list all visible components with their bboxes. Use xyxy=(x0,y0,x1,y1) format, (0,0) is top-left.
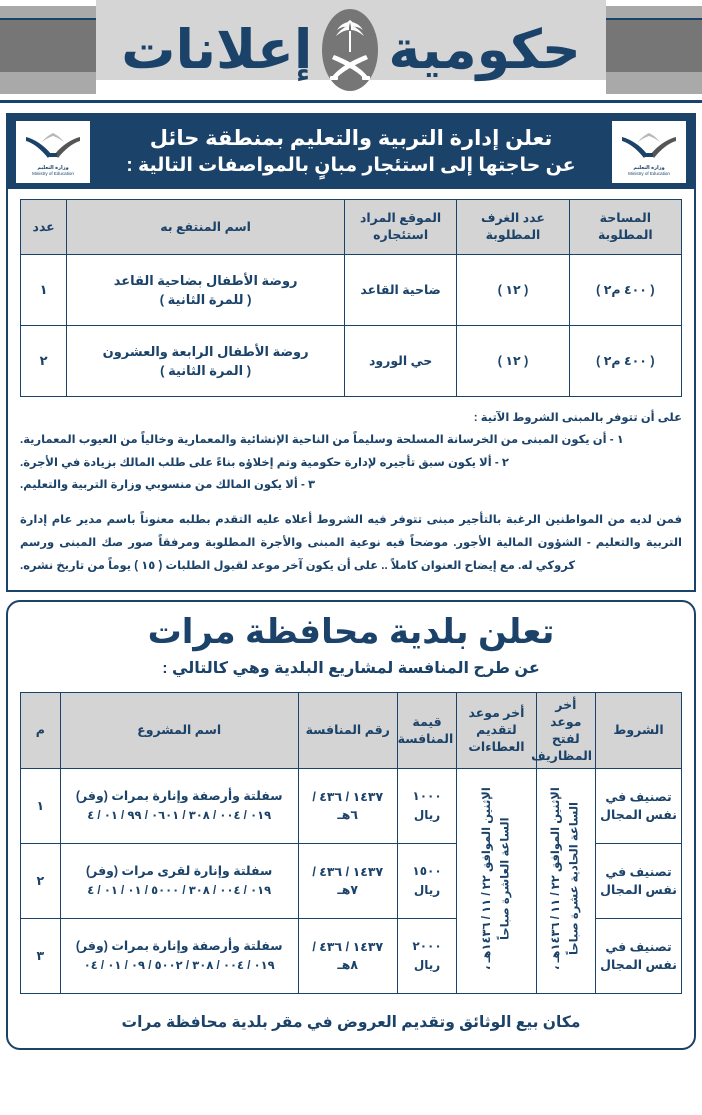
cell-beneficiary xyxy=(67,326,345,397)
cell-rooms: ( ١٢ ) xyxy=(457,255,569,326)
moe-caption-english: Ministry of Education xyxy=(628,170,670,176)
cell-competition-number: ١٤٣٧ / ٤٣٦ / ٨هـ xyxy=(298,919,397,994)
col-project-name: اسم المشروع xyxy=(60,692,298,769)
cell-competition-value xyxy=(397,844,456,919)
moe-caption-arabic: وزارة التعليم xyxy=(37,165,69,172)
cell-competition-number: ١٤٣٧ / ٤٣٦ / ٧هـ xyxy=(298,844,397,919)
col-rooms: عدد الغرف المطلوبة xyxy=(457,200,569,255)
project-name: سفلتة وإنارة لقرى مرات (وفر) xyxy=(86,863,273,878)
col-conditions: الشروط xyxy=(596,692,682,769)
cell-submit-bids-date xyxy=(457,769,536,994)
announcement1-banner-text xyxy=(98,125,604,179)
masthead-word-ealanat: إعلانات xyxy=(121,20,313,80)
cell-index: ٢ xyxy=(21,844,61,919)
announcement1-banner xyxy=(8,115,694,189)
project-name: سفلتة وأرصفة وإنارة بمرات (وفر) xyxy=(75,938,283,953)
municipality-tenders-table xyxy=(20,692,682,995)
cell-beneficiary-line2: ( المرة الثانية ) xyxy=(160,363,252,378)
application-instructions-paragraph: فمن لديه من المواطنين الرغبة بالتأجير مبنى تتوفر فيه الشروط أعلاه عليه التقدم بطلبه معنوناً باسم مدير عام إدارة التربية والتعليم - الشؤون المالية الأجور. موضحاً فيه نوعية المبنى والأجرة المطلوبة ومرفقاً صور صك المبنى ورسم كروكي له. مع إيضاح العنوان كاملاً .. على أن يكون آخر موعد لقبول الطلبات ( ١٥ ) يوماً من تاريخ نشره. xyxy=(20,513,682,572)
col-index: عدد xyxy=(21,200,67,255)
col-area: المساحة المطلوبة xyxy=(569,200,681,255)
project-code: ٠١٩ / ٠٠٤ / ٣٠٨ / ٥٠٠٠ / ٠١ / ٠١ / ٤ xyxy=(87,885,272,898)
cell-open-envelopes-date xyxy=(536,769,595,994)
announcement1-banner-line2: عن حاجتها إلى استئجار مبانٍ بالمواصفات التالية : xyxy=(126,155,576,177)
masthead-title xyxy=(0,0,702,100)
masthead-bottom-rule xyxy=(0,100,702,103)
cell-conditions: تصنيف في نفس المجال xyxy=(596,769,682,844)
value-currency: ريال xyxy=(413,958,441,973)
table-row xyxy=(21,326,682,397)
announcement-municipality-murat xyxy=(6,600,696,1050)
condition-item-1: ١ - أن يكون المبنى من الخرسانة المسلحة وسليماً من الناحية الإنشائية والمعمارية وخالياً من العيوب المعمارية. xyxy=(20,434,624,447)
cell-index: ١ xyxy=(21,255,67,326)
cell-competition-number: ١٤٣٧ / ٤٣٦ / ٦هـ xyxy=(298,769,397,844)
cell-area: ( ٤٠٠ م٢ ) xyxy=(569,326,681,397)
saudi-emblem-icon xyxy=(322,9,378,91)
table-row xyxy=(21,769,682,844)
submit-bids-date-text: الإثنين الموافق ٢٢ / ١١ / ١٤٣٦هـ ، الساعة العاشرة صباحاً xyxy=(481,787,512,970)
table-header-row xyxy=(21,200,682,255)
cell-beneficiary xyxy=(67,255,345,326)
cell-competition-value xyxy=(397,769,456,844)
col-submit-bids-date: أخر موعد لتقديم العطاءات xyxy=(457,692,536,769)
ministry-of-education-logo-left xyxy=(16,121,90,183)
announcement-education-hail xyxy=(6,113,696,592)
moe-caption-arabic: وزارة التعليم xyxy=(633,165,665,172)
announcement2-header xyxy=(8,602,694,682)
cell-project xyxy=(60,919,298,994)
project-code: ٠١٩ / ٠٠٤ / ٣٠٨ / ٠٦٠١ / ٩٩ / ٠١ / ٤ xyxy=(87,810,272,823)
announcement1-banner-line1: تعلن إدارة التربية والتعليم بمنطقة حائل xyxy=(149,127,553,150)
value-amount: ٢٠٠٠ xyxy=(412,939,442,954)
col-beneficiary: اسم المنتفع به xyxy=(67,200,345,255)
cell-beneficiary-line2: ( للمرة الثانية ) xyxy=(159,292,252,307)
moe-caption-english: Ministry of Education xyxy=(32,170,74,176)
cell-project xyxy=(60,769,298,844)
announcement2-subtitle: عن طرح المنافسة لمشاريع البلدية وهي كالتالي : xyxy=(162,660,540,678)
col-competition-value: قيمة المنافسة xyxy=(397,692,456,769)
palm-tree-icon xyxy=(333,17,367,53)
cell-location: ضاحية القاعد xyxy=(344,255,456,326)
value-amount: ١٠٠٠ xyxy=(412,789,442,804)
moe-book-icon xyxy=(24,127,82,165)
cell-conditions: تصنيف في نفس المجال xyxy=(596,844,682,919)
masthead-word-hukumiya: حكومية xyxy=(388,20,581,80)
col-open-envelopes-date: أخر موعد لفتح المظاريف xyxy=(536,692,595,769)
value-currency: ريال xyxy=(413,808,441,823)
table-row xyxy=(21,255,682,326)
ministry-of-education-logo-right xyxy=(612,121,686,183)
col-location: الموقع المراد استئجاره xyxy=(344,200,456,255)
buildings-requirements-table xyxy=(20,199,682,397)
cell-index: ١ xyxy=(21,769,61,844)
crossed-swords-icon xyxy=(328,49,372,83)
value-currency: ريال xyxy=(413,883,441,898)
masthead xyxy=(0,0,702,105)
cell-beneficiary-line1: روضة الأطفال بضاحية القاعد xyxy=(113,272,298,288)
documents-sale-location-note: مكان بيع الوثائق وتقديم العروض في مقر بلدية محافظة مرات xyxy=(121,1014,581,1032)
cell-competition-value xyxy=(397,919,456,994)
cell-area: ( ٤٠٠ م٢ ) xyxy=(569,255,681,326)
cell-rooms: ( ١٢ ) xyxy=(457,326,569,397)
open-envelopes-date-text: الإثنين الموافق ٢٢ / ١١ / ١٤٣٦هـ ، الساعة الحادية عشرة صباحاً xyxy=(550,787,581,970)
value-amount: ١٥٠٠ xyxy=(412,864,442,879)
project-name: سفلتة وأرصفة وإنارة بمرات (وفر) xyxy=(75,788,283,803)
cell-project xyxy=(60,844,298,919)
announcement2-title: تعلن بلدية محافظة مرات xyxy=(147,612,555,651)
condition-item-3: ٣ - ألا يكون المالك من منسوبي وزارة التربية والتعليم. xyxy=(20,479,316,492)
cell-location: حي الورود xyxy=(344,326,456,397)
conditions-lead: على أن تتوفر بالمبنى الشروط الآتية : xyxy=(473,412,682,424)
cell-beneficiary-line1: روضة الأطفال الرابعة والعشرون xyxy=(102,343,309,359)
cell-index: ٢ xyxy=(21,326,67,397)
col-index: م xyxy=(21,692,61,769)
building-conditions-list xyxy=(8,407,694,507)
cell-index: ٣ xyxy=(21,919,61,994)
table-header-row xyxy=(21,692,682,769)
project-code: ٠١٩ / ٠٠٤ / ٣٠٨ / ٥٠٠٢ / ٠٩ / ٠١ / ٠٤ xyxy=(83,960,275,973)
cell-conditions: تصنيف في نفس المجال xyxy=(596,919,682,994)
col-competition-number: رقم المنافسة xyxy=(298,692,397,769)
moe-book-icon xyxy=(620,127,678,165)
condition-item-2: ٢ - ألا يكون سبق تأجيره لإدارة حكومية وتم إخلاؤه بناءً على طلب المالك بزيادة في الأجرة. xyxy=(20,456,509,469)
